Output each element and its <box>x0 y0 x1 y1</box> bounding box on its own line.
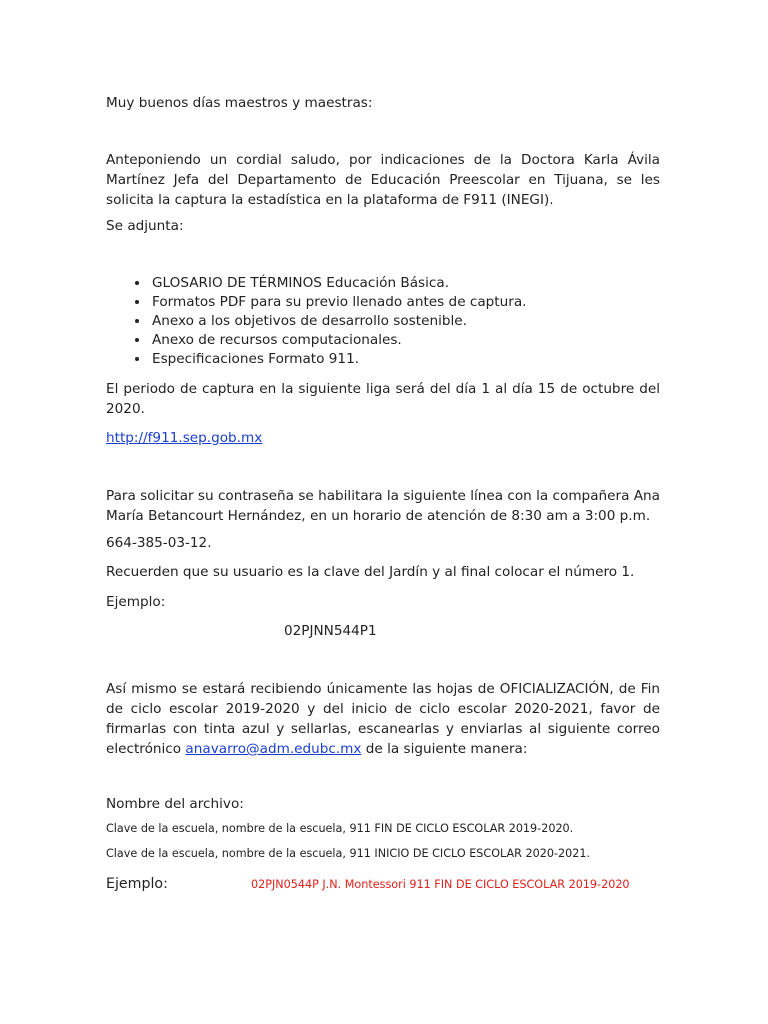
official-text: Así mismo se estará recibiendo únicamente las hojas de OFICIALIZACIÓN, de Fin de ciclo escolar 2019-2020 y del inicio de ciclo escolar 2020-2021, favor de firmarlas con tinta azul y sellarlas, escanearlas y enviarlas al siguiente correo electrónico <box>106 681 660 757</box>
f911-link[interactable]: http://f911.sep.gob.mx <box>106 430 263 446</box>
period-paragraph: El periodo de captura en la siguiente liga será del día 1 al día 15 de octubre del 2020. <box>106 381 660 417</box>
intro-paragraph: Anteponiendo un cordial saludo, por indicaciones de la Doctora Karla Ávila Martínez Jefa del Departamento de Educación Preescolar en Tijuana, se les solicita la captura la estadística en la plataforma de F911 (INEGI). <box>106 152 660 208</box>
phone-number: 664-385-03-12. <box>106 535 212 551</box>
email-link[interactable]: anavarro@adm.edubc.mx <box>185 741 362 757</box>
list-item: • Formatos PDF para su previo llenado antes de captura. <box>150 293 670 312</box>
filename-label: Nombre del archivo: <box>106 796 244 812</box>
final-example-label: Ejemplo: <box>106 876 168 892</box>
filename-line-1: Clave de la escuela, nombre de la escuela, 911 FIN DE CICLO ESCOLAR 2019-2020. <box>106 822 574 835</box>
filename-line-2: Clave de la escuela, nombre de la escuela, 911 INICIO DE CICLO ESCOLAR 2020-2021. <box>106 847 591 860</box>
user-reminder: Recuerden que su usuario es la clave del Jardín y al final colocar el número 1. <box>106 564 635 580</box>
official-text-end: de la siguiente manera: <box>361 741 528 757</box>
greeting: Muy buenos días maestros y maestras: <box>106 95 373 111</box>
official-paragraph <box>106 679 660 759</box>
document-page <box>106 0 660 1024</box>
list-item: • Especificaciones Formato 911. <box>150 350 670 369</box>
list-item: • Anexo de recursos computacionales. <box>150 331 670 350</box>
final-example-value: 02PJN0544P J.N. Montessori 911 FIN DE CICLO ESCOLAR 2019-2020 <box>251 878 630 891</box>
list-item: • GLOSARIO DE TÉRMINOS Educación Básica. <box>150 274 670 293</box>
attachments-list <box>128 274 670 369</box>
password-paragraph: Para solicitar su contraseña se habilitara la siguiente línea con la compañera Ana María Betancourt Hernández, en un horario de atención de 8:30 am a 3:00 p.m. <box>106 488 660 524</box>
list-item: • Anexo a los objetivos de desarrollo sostenible. <box>150 312 670 331</box>
example-code: 02PJNN544P1 <box>284 623 377 639</box>
link-line <box>106 428 660 448</box>
attachments-label: Se adjunta: <box>106 218 184 234</box>
example-label: Ejemplo: <box>106 594 166 610</box>
